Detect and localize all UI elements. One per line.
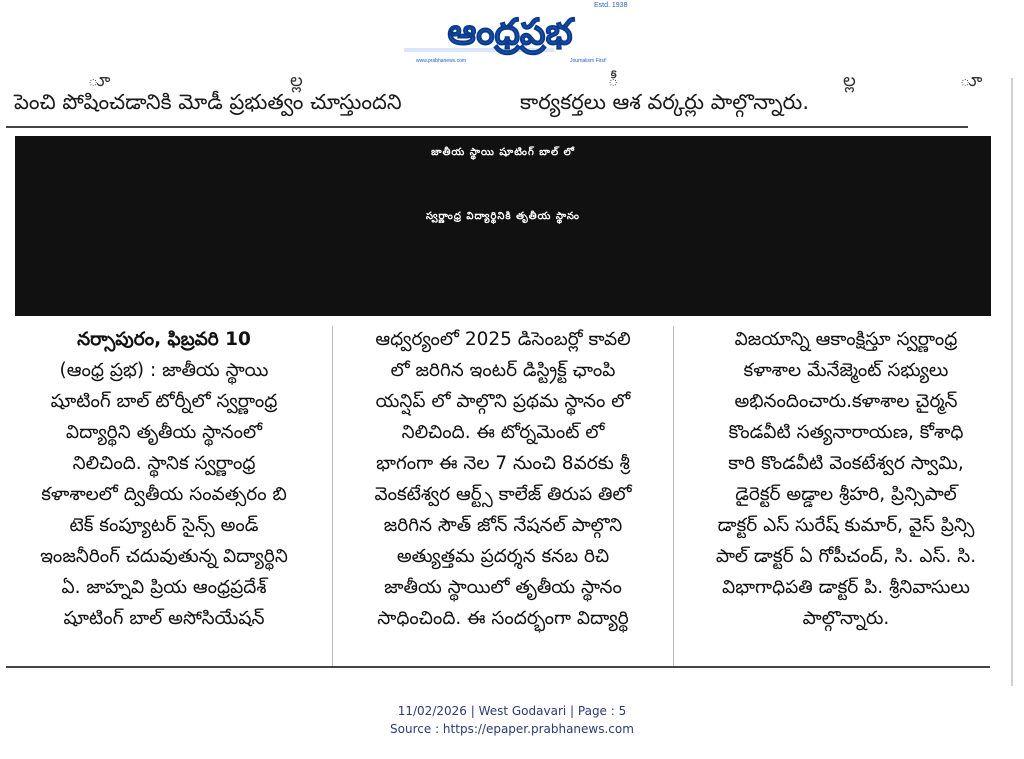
column-2-line: యన్షిప్ లో పాల్గొని ప్రథమ స్థానం లో [375, 391, 631, 412]
column-2-line: జరిగిన సౌత్ జోన్ నేషనల్ పాల్గొని [383, 515, 623, 536]
article-clipping [0, 70, 1024, 690]
column-2-line: ఆధ్వర్యంలో 2025 డిసెంబర్లో కావలి [375, 329, 631, 350]
column-2-line: జాతీయ స్థాయిలో తృతీయ స్థానం [384, 577, 622, 598]
article-column-1 [14, 324, 314, 634]
dateline: నర్సాపురం, ఫిబ్రవరి 10 [77, 329, 251, 350]
column-1-line: టెక్ కంప్యూటర్ సైన్స్ అండ్ [69, 515, 259, 536]
article-column-2 [350, 324, 656, 634]
headline-kicker: జాతీయ స్థాయి షూటింగ్ బాల్ లో [431, 147, 575, 158]
top-divider [6, 126, 968, 128]
column-1-line: ఏ. జాహ్నవి ప్రియ ఆంధ్రప్రదేశ్ [61, 577, 267, 598]
column-3-line: కారి కొండవీటి వెంకటేశ్వర స్వామి, [728, 453, 964, 474]
clipping-edge [1011, 78, 1013, 686]
footer-source: Source : https://epaper.prabhanews.com [390, 722, 634, 736]
column-separator [332, 326, 333, 666]
column-1-line: ఇంజనీరింగ్ చదువుతున్న విద్యార్థిని [40, 546, 288, 567]
headline-main: స్వర్ణాంధ్ర విద్యార్థినికి తృతీయ స్థానం [426, 211, 580, 222]
column-1-line: కళాశాలలో ద్వితీయ సంవత్సరం బి [41, 484, 287, 505]
column-2-line: సాధించింది. ఈ సందర్భంగా విద్యార్థి [377, 608, 629, 629]
article-column-3 [690, 324, 1002, 634]
previous-article-line-right: కార్యకర్తలు ఆశ వర్కర్లు పాల్గొన్నారు. [520, 90, 809, 114]
masthead-logo-graphic [396, 4, 624, 66]
column-3-line: పాల్గొన్నారు. [802, 608, 890, 629]
column-1-line: షూటింగ్ బాల్ అసోసియేషన్ [63, 608, 265, 629]
bottom-divider [6, 666, 990, 668]
column-3-line: కొండవీటి సత్యనారాయణ, కోశాధి [728, 422, 964, 443]
masthead-tagline: Journalism First! [570, 58, 607, 64]
cut-text-remnants: ూ ల్ల ీ ల్ల ూ [88, 70, 983, 91]
column-2-line: వెంకటేశ్వర ఆర్ట్స్ కాలేజ్ తిరుప తిలో [374, 484, 632, 505]
column-3-line: డైరెక్టర్ అడ్డాల శ్రీహరి, ప్రిన్సిపాల్ [735, 484, 957, 505]
masthead-logo [396, 4, 624, 66]
footer-edition-info: 11/02/2026 | West Godavari | Page : 5 [397, 704, 627, 718]
column-2-line: భాగంగా ఈ నెల 7 నుంచి 8వరకు శ్రీ [376, 453, 630, 474]
masthead-estd: Estd. 1938 [594, 2, 628, 9]
column-3-line: డాక్టర్ ఎస్ సురేష్ కుమార్, వైస్ ప్రిన్సి [717, 515, 975, 536]
column-2-line: అత్యుత్తమ ప్రదర్శన కనబ రిచి [396, 546, 610, 567]
masthead-logo-text: ఆంధ్రప్రభ [447, 12, 573, 53]
masthead-website: www.prabhanews.com [416, 58, 467, 64]
headline-box [15, 136, 991, 316]
column-3-line: కళాశాల మేనేజ్మెంట్ సభ్యులు [743, 360, 949, 381]
column-1-line: (ఆంధ్ర ప్రభ) : జాతీయ స్థాయి [59, 360, 269, 381]
column-3-line: విభాగాధిపతి డాక్టర్ పి. శ్రీనివాసులు [722, 577, 970, 598]
column-1-line: విద్యార్థిని తృతీయ స్థానంలో [65, 422, 263, 443]
column-3-line: విజయాన్ని ఆకాంక్షిస్తూ స్వర్ణాంధ్ర [734, 329, 958, 350]
column-2-line: నిలిచింది. ఈ టోర్నమెంట్ లో [401, 422, 605, 443]
column-1-line: షూటింగ్ బాల్ టోర్నీలో స్వర్ణాంధ్ర [50, 391, 278, 412]
column-separator [673, 326, 674, 666]
column-2-line: లో జరిగిన ఇంటర్ డిస్ట్రిక్ట్ ఛాంపి [390, 360, 616, 381]
column-3-line: అభినందించారు.కళాశాల చైర్మన్ [734, 391, 958, 412]
column-3-line: పాల్ డాక్టర్ ఏ గోపీచంద్, సి. ఎస్. సి. [715, 546, 977, 567]
column-1-line: నిలిచింది. స్థానిక స్వర్ణాంధ్ర [72, 453, 256, 474]
previous-article-line-left: పెంచి పోషించడానికి మోడీ ప్రభుత్వం చూస్తుందని [14, 90, 402, 114]
